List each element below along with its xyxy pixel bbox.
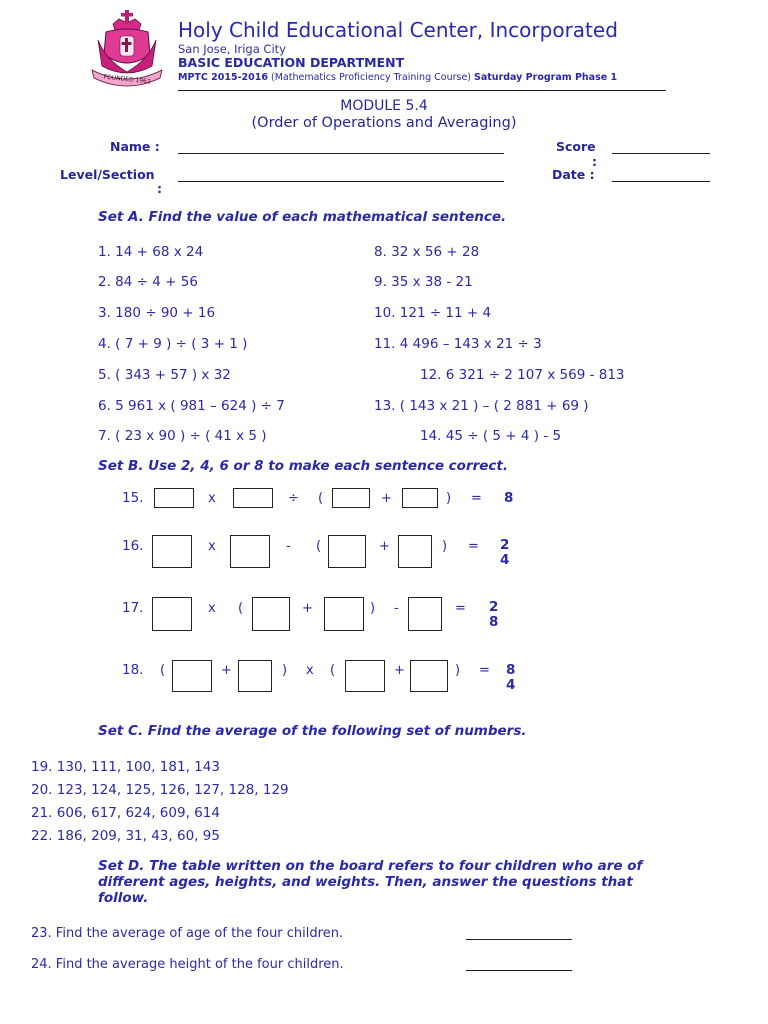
operator: +	[221, 663, 232, 678]
operator: (	[318, 491, 324, 506]
operator: =	[471, 491, 482, 506]
logo-founded-text: FOUNDED 1962	[103, 73, 152, 86]
result-digit: 4	[506, 677, 516, 693]
operator: =	[479, 663, 490, 678]
set-a-item: 9. 35 x 38 - 21	[374, 274, 473, 290]
operator: )	[370, 601, 376, 616]
score-label: Score	[556, 139, 596, 154]
level-section-colon: :	[157, 181, 162, 196]
result-digit: 8	[489, 614, 499, 630]
date-label: Date :	[552, 167, 595, 182]
answer-box[interactable]	[233, 488, 273, 508]
answer-box[interactable]	[152, 597, 192, 631]
operator: x	[306, 663, 314, 678]
operator: (	[160, 663, 166, 678]
set-c-item: 22. 186, 209, 31, 43, 60, 95	[31, 828, 220, 844]
set-c-item: 19. 130, 111, 100, 181, 143	[31, 759, 220, 775]
answer-box[interactable]	[230, 535, 270, 568]
set-b-heading: Set B. Use 2, 4, 6 or 8 to make each sentence correct.	[98, 458, 509, 474]
answer-box[interactable]	[332, 488, 370, 508]
set-a-item: 13. ( 143 x 21 ) – ( 2 881 + 69 )	[374, 398, 589, 414]
set-a-item: 8. 32 x 56 + 28	[374, 244, 480, 260]
operator: +	[302, 601, 313, 616]
problem-number: 16.	[122, 538, 144, 554]
set-a-item: 2. 84 ÷ 4 + 56	[98, 274, 198, 290]
answer-line[interactable]	[466, 939, 572, 940]
set-a-item: 1. 14 + 68 x 24	[98, 244, 204, 260]
operator: +	[394, 663, 405, 678]
answer-box[interactable]	[408, 597, 442, 631]
level-section-line[interactable]	[178, 181, 504, 182]
set-a-item: 10. 121 ÷ 11 + 4	[374, 305, 492, 321]
program-line	[178, 72, 617, 83]
score-colon: :	[592, 154, 597, 169]
operator: )	[442, 539, 448, 554]
operator: -	[394, 601, 399, 616]
answer-line[interactable]	[466, 970, 572, 971]
result-digit: 2	[500, 537, 510, 553]
set-a-item: 5. ( 343 + 57 ) x 32	[98, 367, 231, 383]
set-d-question: 23. Find the average of age of the four children.	[31, 926, 344, 941]
problem-number: 18.	[122, 662, 144, 678]
operator: ÷	[288, 491, 299, 506]
operator: x	[208, 491, 216, 506]
operator: +	[381, 491, 392, 506]
set-d-heading-line: Set D. The table written on the board refers to four children who are of	[98, 858, 643, 874]
operator: =	[468, 539, 479, 554]
answer-box[interactable]	[410, 660, 448, 692]
operator: )	[446, 491, 452, 506]
operator: x	[208, 601, 216, 616]
operator: (	[330, 663, 336, 678]
answer-box[interactable]	[324, 597, 364, 631]
answer-box[interactable]	[328, 535, 366, 568]
school-name: Holy Child Educational Center, Incorporated	[178, 18, 618, 42]
module-title: MODULE 5.4	[340, 98, 428, 114]
set-a-item: 4. ( 7 + 9 ) ÷ ( 3 + 1 )	[98, 336, 248, 352]
answer-box[interactable]	[154, 488, 194, 508]
answer-box[interactable]	[345, 660, 385, 692]
date-line[interactable]	[612, 181, 710, 182]
set-a-item: 3. 180 ÷ 90 + 16	[98, 305, 216, 321]
operator: )	[282, 663, 288, 678]
operator: x	[208, 539, 216, 554]
operator: )	[455, 663, 461, 678]
answer-box[interactable]	[252, 597, 290, 631]
set-a-item: 7. ( 23 x 90 ) ÷ ( 41 x 5 )	[98, 428, 267, 444]
school-location: San Jose, Iriga City	[178, 42, 286, 56]
set-d-question: 24. Find the average height of the four children.	[31, 957, 344, 972]
level-section-label: Level/Section	[60, 167, 155, 182]
answer-box[interactable]	[172, 660, 212, 692]
name-line[interactable]	[178, 153, 504, 154]
set-a-item: 6. 5 961 x ( 981 – 624 ) ÷ 7	[98, 398, 285, 414]
set-c-item: 21. 606, 617, 624, 609, 614	[31, 805, 220, 821]
module-subtitle: (Order of Operations and Averaging)	[251, 115, 517, 131]
set-a-item: 12. 6 321 ÷ 2 107 x 569 - 813	[420, 367, 625, 383]
problem-number: 15.	[122, 490, 144, 506]
score-line[interactable]	[612, 153, 710, 154]
operator: +	[379, 539, 390, 554]
set-d-heading-line: follow.	[98, 890, 149, 906]
set-d-heading-line: different ages, heights, and weights. Then, answer the questions that	[98, 874, 633, 890]
result-digit: 8	[506, 662, 516, 678]
problem-number: 17.	[122, 600, 144, 616]
result-digit: 4	[500, 552, 510, 568]
header-divider	[178, 90, 666, 91]
answer-box[interactable]	[238, 660, 272, 692]
operator: (	[316, 539, 322, 554]
result-digit: 2	[489, 599, 499, 615]
operator: =	[455, 601, 466, 616]
answer-box[interactable]	[152, 535, 192, 568]
program-year: MPTC 2015-2016	[178, 72, 268, 83]
department-name: BASIC EDUCATION DEPARTMENT	[178, 55, 405, 70]
set-c-item: 20. 123, 124, 125, 126, 127, 128, 129	[31, 782, 289, 798]
result-value: 8	[504, 490, 514, 506]
name-label: Name :	[110, 139, 160, 154]
set-a-heading: Set A. Find the value of each mathematical sentence.	[98, 209, 507, 225]
set-a-item: 11. 4 496 – 143 x 21 ÷ 3	[374, 336, 542, 352]
program-course: (Mathematics Proficiency Training Course)	[268, 72, 475, 83]
answer-box[interactable]	[402, 488, 438, 508]
answer-box[interactable]	[398, 535, 432, 568]
set-a-item: 14. 45 ÷ ( 5 + 4 ) - 5	[420, 428, 562, 444]
set-c-heading: Set C. Find the average of the following set of numbers.	[98, 723, 527, 739]
operator: -	[286, 539, 291, 554]
program-phase: Saturday Program Phase 1	[474, 72, 618, 83]
operator: (	[238, 601, 244, 616]
school-seal-logo	[86, 10, 168, 90]
